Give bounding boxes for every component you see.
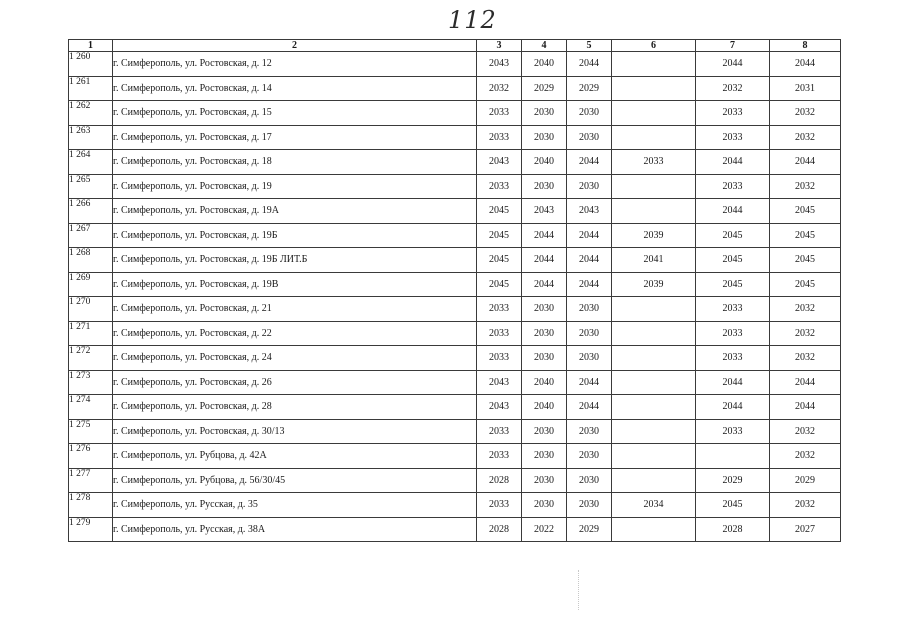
value-cell — [612, 395, 696, 420]
column-header: 1 — [69, 40, 113, 52]
row-number: 1 260 — [69, 52, 113, 77]
value-cell: 2030 — [522, 493, 567, 518]
value-cell: 2045 — [477, 248, 522, 273]
row-number: 1 278 — [69, 493, 113, 518]
value-cell: 2045 — [770, 199, 841, 224]
table-row — [69, 493, 841, 518]
table-row — [69, 297, 841, 322]
value-cell — [612, 321, 696, 346]
value-cell: 2045 — [696, 248, 770, 273]
value-cell: 2030 — [567, 493, 612, 518]
value-cell: 2045 — [477, 223, 522, 248]
value-cell — [612, 444, 696, 469]
value-cell — [612, 76, 696, 101]
value-cell: 2029 — [567, 76, 612, 101]
table-row — [69, 272, 841, 297]
value-cell: 2033 — [477, 346, 522, 371]
value-cell: 2032 — [770, 493, 841, 518]
address-cell: г. Симферополь, ул. Ростовская, д. 19Б ЛИТ.Б — [113, 248, 477, 273]
scan-artifact — [578, 570, 581, 610]
value-cell — [612, 199, 696, 224]
value-cell: 2044 — [522, 272, 567, 297]
table-row — [69, 248, 841, 273]
value-cell: 2043 — [477, 150, 522, 175]
row-number: 1 272 — [69, 346, 113, 371]
column-header: 2 — [113, 40, 477, 52]
address-cell: г. Симферополь, ул. Ростовская, д. 15 — [113, 101, 477, 126]
value-cell: 2039 — [612, 223, 696, 248]
value-cell: 2028 — [477, 517, 522, 542]
value-cell: 2030 — [522, 101, 567, 126]
value-cell: 2031 — [770, 76, 841, 101]
address-cell: г. Симферополь, ул. Ростовская, д. 24 — [113, 346, 477, 371]
address-cell: г. Симферополь, ул. Ростовская, д. 14 — [113, 76, 477, 101]
row-number: 1 274 — [69, 395, 113, 420]
value-cell: 2043 — [477, 395, 522, 420]
value-cell: 2044 — [567, 52, 612, 77]
value-cell: 2030 — [522, 346, 567, 371]
value-cell: 2043 — [477, 370, 522, 395]
value-cell: 2033 — [696, 419, 770, 444]
value-cell: 2033 — [612, 150, 696, 175]
value-cell: 2033 — [477, 174, 522, 199]
value-cell: 2040 — [522, 370, 567, 395]
table-row — [69, 346, 841, 371]
value-cell — [612, 346, 696, 371]
row-number: 1 273 — [69, 370, 113, 395]
value-cell: 2033 — [477, 297, 522, 322]
table-row — [69, 468, 841, 493]
address-cell: г. Симферополь, ул. Ростовская, д. 30/13 — [113, 419, 477, 444]
address-cell: г. Симферополь, ул. Ростовская, д. 21 — [113, 297, 477, 322]
housing-register-table — [68, 39, 841, 542]
row-number: 1 264 — [69, 150, 113, 175]
value-cell: 2032 — [770, 101, 841, 126]
table-row — [69, 101, 841, 126]
value-cell: 2030 — [522, 444, 567, 469]
row-number: 1 277 — [69, 468, 113, 493]
value-cell: 2044 — [567, 248, 612, 273]
row-number: 1 265 — [69, 174, 113, 199]
value-cell — [696, 444, 770, 469]
row-number: 1 268 — [69, 248, 113, 273]
value-cell: 2045 — [770, 223, 841, 248]
value-cell: 2032 — [770, 125, 841, 150]
value-cell: 2030 — [567, 174, 612, 199]
row-number: 1 263 — [69, 125, 113, 150]
value-cell: 2030 — [522, 468, 567, 493]
column-header: 8 — [770, 40, 841, 52]
value-cell: 2032 — [770, 321, 841, 346]
address-cell: г. Симферополь, ул. Рубцова, д. 56/30/45 — [113, 468, 477, 493]
table-row — [69, 444, 841, 469]
value-cell: 2039 — [612, 272, 696, 297]
value-cell: 2045 — [696, 272, 770, 297]
address-cell: г. Симферополь, ул. Ростовская, д. 19Б — [113, 223, 477, 248]
column-header: 7 — [696, 40, 770, 52]
address-cell: г. Симферополь, ул. Ростовская, д. 22 — [113, 321, 477, 346]
header-row — [69, 40, 841, 52]
value-cell — [612, 52, 696, 77]
value-cell: 2033 — [477, 444, 522, 469]
table-row — [69, 419, 841, 444]
value-cell: 2028 — [477, 468, 522, 493]
value-cell: 2032 — [696, 76, 770, 101]
row-number: 1 276 — [69, 444, 113, 469]
value-cell: 2045 — [770, 248, 841, 273]
row-number: 1 269 — [69, 272, 113, 297]
column-header: 3 — [477, 40, 522, 52]
value-cell — [612, 101, 696, 126]
value-cell: 2032 — [770, 174, 841, 199]
value-cell: 2030 — [567, 419, 612, 444]
value-cell: 2033 — [696, 101, 770, 126]
value-cell: 2033 — [696, 346, 770, 371]
table-row — [69, 150, 841, 175]
value-cell: 2033 — [696, 125, 770, 150]
value-cell: 2027 — [770, 517, 841, 542]
address-cell: г. Симферополь, ул. Ростовская, д. 19В — [113, 272, 477, 297]
value-cell — [612, 297, 696, 322]
value-cell: 2044 — [696, 370, 770, 395]
value-cell: 2032 — [770, 346, 841, 371]
value-cell: 2045 — [477, 272, 522, 297]
value-cell: 2044 — [567, 370, 612, 395]
value-cell: 2034 — [612, 493, 696, 518]
value-cell: 2030 — [522, 321, 567, 346]
value-cell: 2030 — [522, 297, 567, 322]
value-cell: 2044 — [770, 395, 841, 420]
value-cell: 2030 — [567, 321, 612, 346]
address-cell: г. Симферополь, ул. Ростовская, д. 19А — [113, 199, 477, 224]
value-cell — [612, 517, 696, 542]
value-cell: 2030 — [567, 297, 612, 322]
value-cell: 2033 — [477, 419, 522, 444]
address-cell: г. Симферополь, ул. Рубцова, д. 42А — [113, 444, 477, 469]
value-cell: 2029 — [770, 468, 841, 493]
value-cell: 2022 — [522, 517, 567, 542]
table-row — [69, 125, 841, 150]
value-cell — [612, 468, 696, 493]
address-cell: г. Симферополь, ул. Ростовская, д. 28 — [113, 395, 477, 420]
value-cell: 2044 — [696, 199, 770, 224]
table-row — [69, 199, 841, 224]
row-number: 1 261 — [69, 76, 113, 101]
value-cell: 2045 — [696, 493, 770, 518]
value-cell — [612, 370, 696, 395]
value-cell: 2043 — [567, 199, 612, 224]
address-cell: г. Симферополь, ул. Ростовская, д. 17 — [113, 125, 477, 150]
value-cell: 2044 — [522, 223, 567, 248]
value-cell: 2045 — [477, 199, 522, 224]
row-number: 1 262 — [69, 101, 113, 126]
value-cell: 2033 — [696, 174, 770, 199]
value-cell: 2032 — [770, 297, 841, 322]
value-cell: 2030 — [567, 125, 612, 150]
value-cell: 2044 — [770, 52, 841, 77]
row-number: 1 275 — [69, 419, 113, 444]
value-cell: 2032 — [477, 76, 522, 101]
value-cell: 2044 — [567, 395, 612, 420]
value-cell: 2045 — [770, 272, 841, 297]
value-cell: 2033 — [477, 125, 522, 150]
value-cell: 2044 — [770, 150, 841, 175]
value-cell: 2028 — [696, 517, 770, 542]
value-cell: 2041 — [612, 248, 696, 273]
column-header: 4 — [522, 40, 567, 52]
address-cell: г. Симферополь, ул. Ростовская, д. 18 — [113, 150, 477, 175]
value-cell — [612, 125, 696, 150]
row-number: 1 267 — [69, 223, 113, 248]
page-number: 112 — [448, 6, 497, 34]
table-row — [69, 76, 841, 101]
row-number: 1 279 — [69, 517, 113, 542]
table-row — [69, 321, 841, 346]
value-cell: 2040 — [522, 52, 567, 77]
value-cell: 2045 — [696, 223, 770, 248]
column-header: 5 — [567, 40, 612, 52]
value-cell: 2030 — [567, 101, 612, 126]
value-cell: 2030 — [567, 346, 612, 371]
value-cell: 2033 — [477, 321, 522, 346]
value-cell: 2044 — [696, 395, 770, 420]
value-cell: 2030 — [522, 125, 567, 150]
value-cell: 2029 — [522, 76, 567, 101]
value-cell: 2044 — [567, 150, 612, 175]
value-cell: 2044 — [696, 52, 770, 77]
value-cell: 2030 — [522, 174, 567, 199]
value-cell: 2044 — [522, 248, 567, 273]
table-row — [69, 223, 841, 248]
column-header: 6 — [612, 40, 696, 52]
value-cell: 2033 — [696, 297, 770, 322]
table-row — [69, 174, 841, 199]
value-cell: 2033 — [477, 101, 522, 126]
value-cell: 2044 — [696, 150, 770, 175]
row-number: 1 270 — [69, 297, 113, 322]
table-row — [69, 395, 841, 420]
row-number: 1 266 — [69, 199, 113, 224]
value-cell: 2033 — [477, 493, 522, 518]
value-cell: 2032 — [770, 419, 841, 444]
value-cell: 2044 — [567, 223, 612, 248]
address-cell: г. Симферополь, ул. Ростовская, д. 12 — [113, 52, 477, 77]
table-row — [69, 517, 841, 542]
value-cell: 2029 — [567, 517, 612, 542]
row-number: 1 271 — [69, 321, 113, 346]
value-cell: 2033 — [696, 321, 770, 346]
address-cell: г. Симферополь, ул. Ростовская, д. 19 — [113, 174, 477, 199]
table-row — [69, 52, 841, 77]
value-cell: 2029 — [696, 468, 770, 493]
value-cell: 2030 — [567, 468, 612, 493]
address-cell: г. Симферополь, ул. Русская, д. 35 — [113, 493, 477, 518]
table-row — [69, 370, 841, 395]
address-cell: г. Симферополь, ул. Ростовская, д. 26 — [113, 370, 477, 395]
value-cell: 2044 — [770, 370, 841, 395]
value-cell: 2030 — [567, 444, 612, 469]
value-cell: 2040 — [522, 150, 567, 175]
value-cell: 2030 — [522, 419, 567, 444]
value-cell — [612, 419, 696, 444]
value-cell: 2040 — [522, 395, 567, 420]
value-cell: 2032 — [770, 444, 841, 469]
value-cell: 2043 — [477, 52, 522, 77]
address-cell: г. Симферополь, ул. Русская, д. 38А — [113, 517, 477, 542]
value-cell: 2043 — [522, 199, 567, 224]
value-cell: 2044 — [567, 272, 612, 297]
value-cell — [612, 174, 696, 199]
